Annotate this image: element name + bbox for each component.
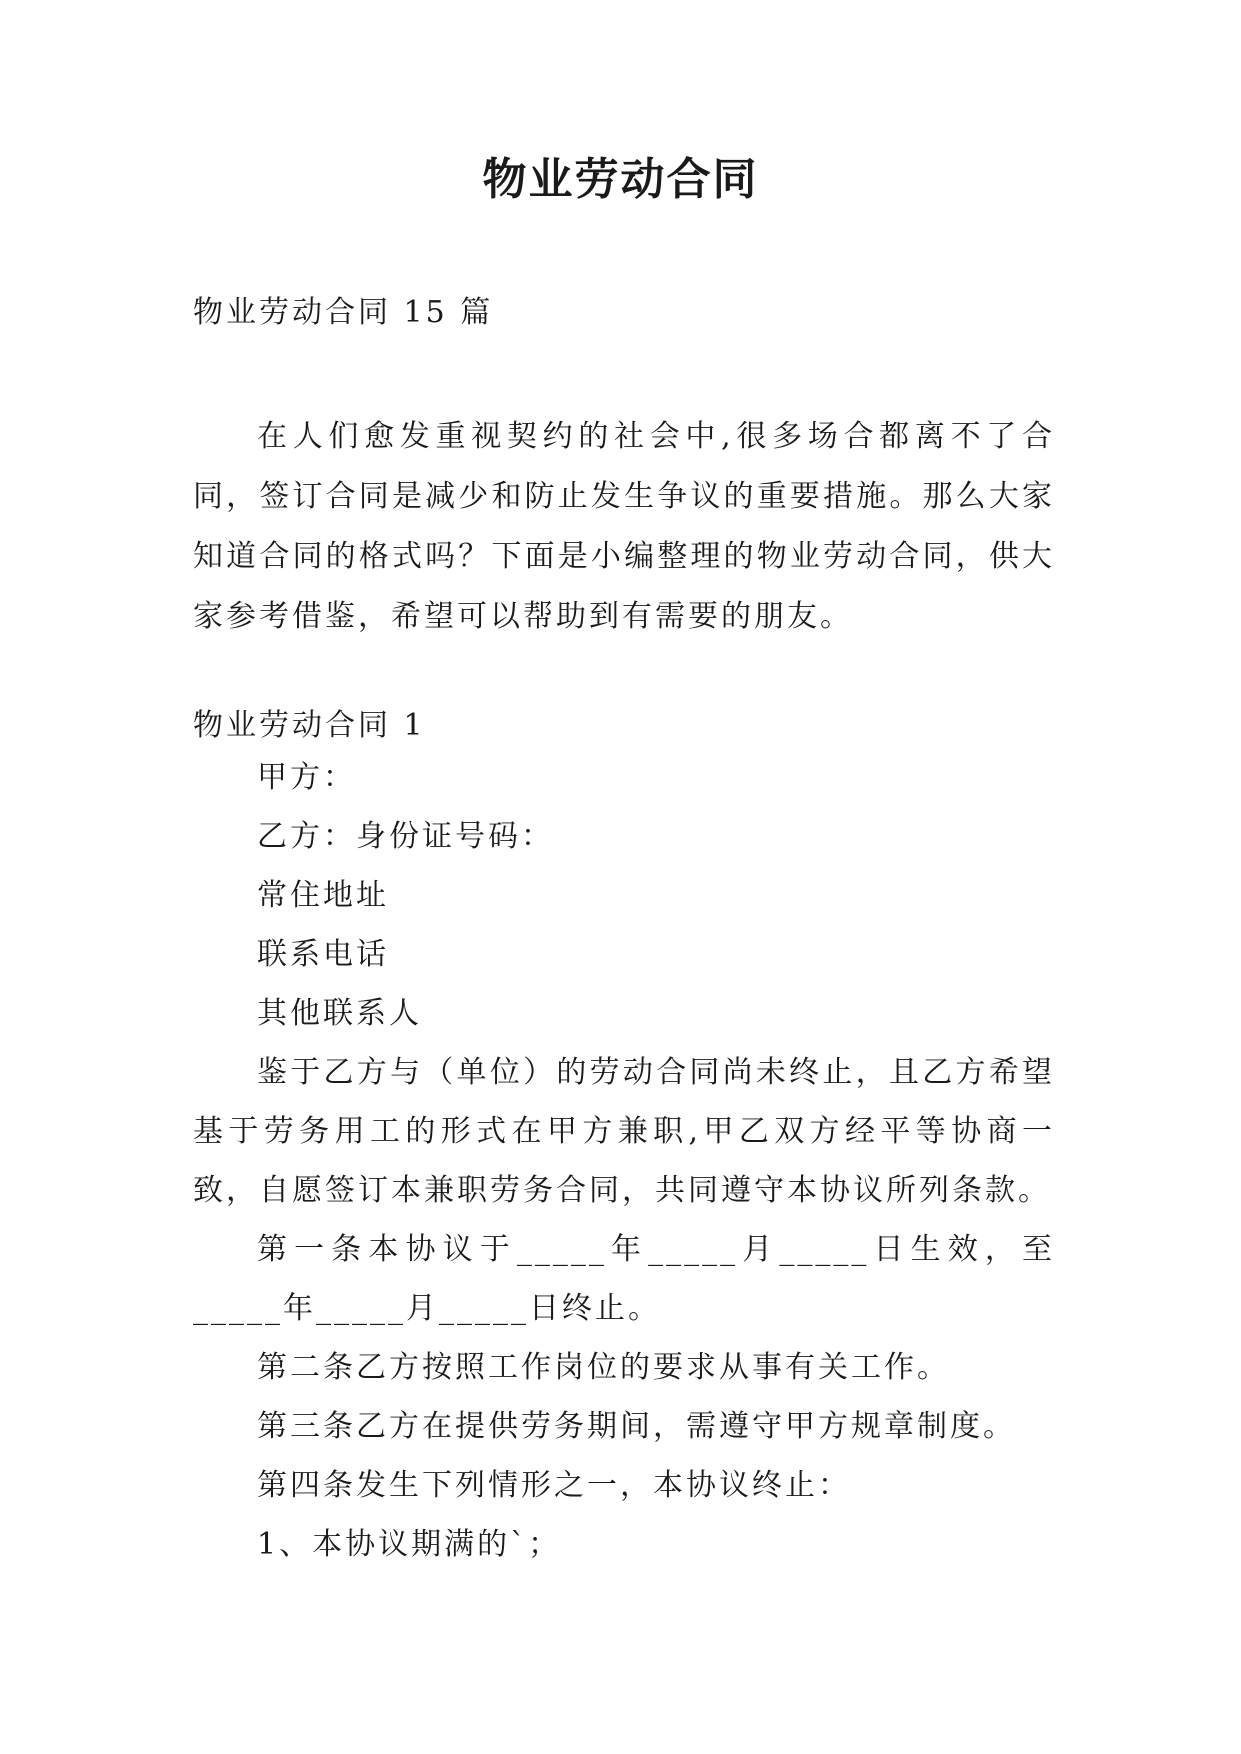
article-1-paragraph: 第一条本协议于_____年_____月_____日生效，至_____年_____月_____日终止。 (193, 1232, 1055, 1326)
address-line: 常住地址 (257, 878, 389, 913)
party-b-line: 乙方：身份证号码： (257, 819, 554, 854)
party-a-line: 甲方： (257, 760, 356, 795)
article-4-line: 第四条发生下列情形之一，本协议终止： (257, 1468, 851, 1503)
article-4-item-1: 1、本协议期满的`； (257, 1527, 562, 1562)
other-contact-line: 其他联系人 (257, 996, 422, 1031)
document-subtitle: 物业劳动合同 15 篇 (193, 295, 494, 330)
intro-paragraph: 在人们愈发重视契约的社会中,很多场合都离不了合同，签订合同是减少和防止发生争议的重要措施。那么大家知道合同的格式吗？下面是小编整理的物业劳动合同，供大家参考借鉴，希望可以帮助到有需要的朋友。 (193, 419, 1055, 634)
document-title: 物业劳动合同 (482, 154, 759, 205)
phone-line: 联系电话 (257, 937, 389, 972)
section-title: 物业劳动合同 1 (193, 708, 426, 743)
article-3-line: 第三条乙方在提供劳务期间，需遵守甲方规章制度。 (257, 1409, 1016, 1444)
preamble-paragraph: 鉴于乙方与（单位）的劳动合同尚未终止，且乙方希望基于劳务用工的形式在甲方兼职,甲乙双方经平等协商一致，自愿签订本兼职劳务合同，共同遵守本协议所列条款。 (193, 1055, 1055, 1208)
article-2-line: 第二条乙方按照工作岗位的要求从事有关工作。 (257, 1350, 950, 1385)
